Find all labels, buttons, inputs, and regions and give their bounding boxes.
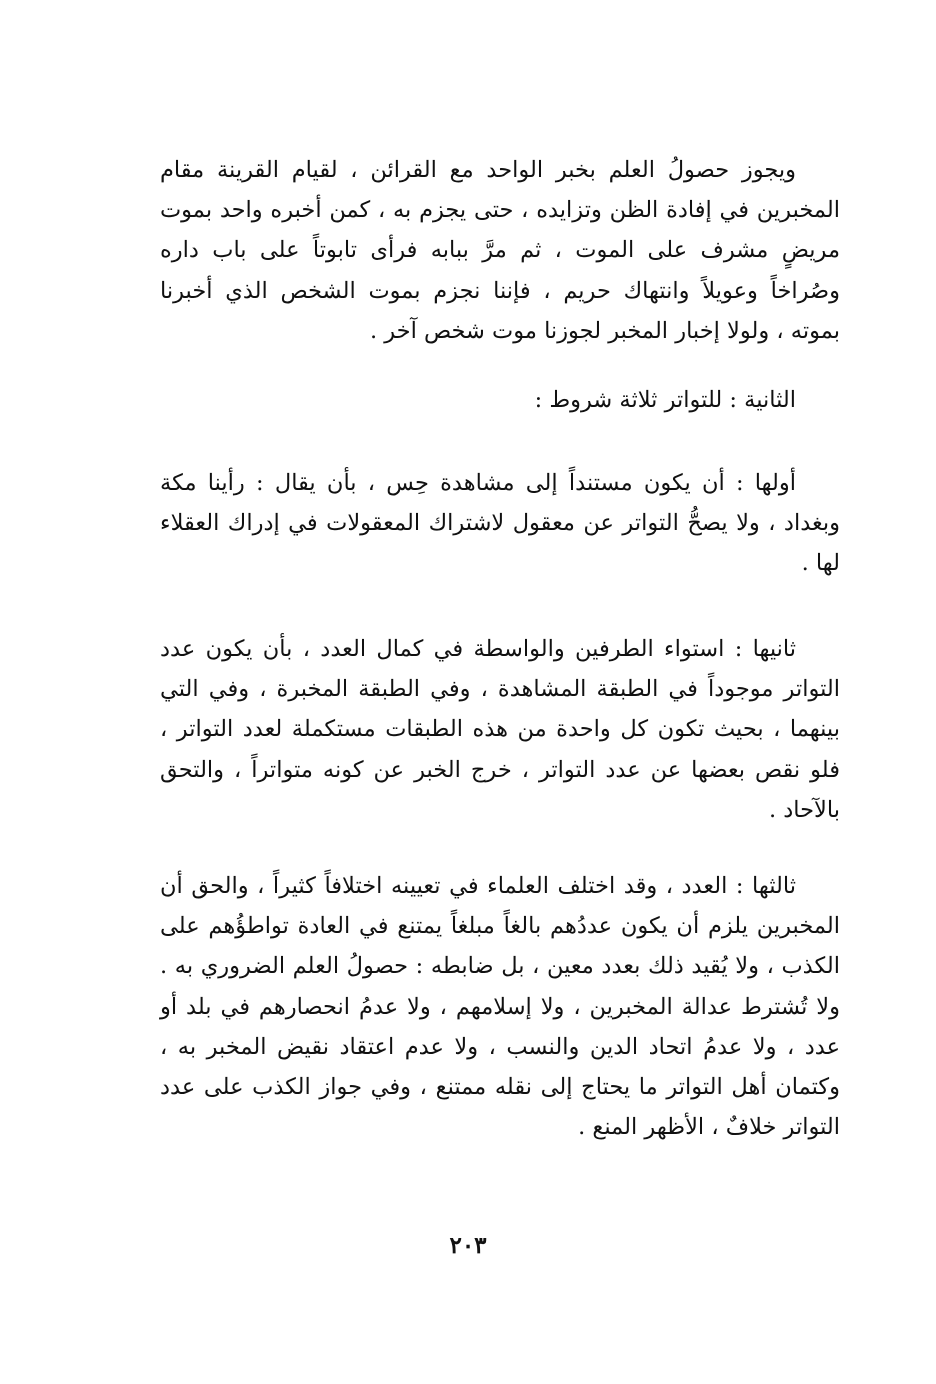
page-number: ٢٠٣ xyxy=(449,1232,487,1259)
paragraph-condition-second xyxy=(160,629,840,830)
paragraph-evidence-context xyxy=(160,150,840,351)
heading-text: الثانية : للتواتر ثلاثة شروط : xyxy=(534,387,796,413)
paragraph-text: ثانيها : استواء الطرفين والواسطة في كمال العدد ، بأن يكون عدد التواتر موجوداً في الطبقة المشاهدة ، وفي الطبقة المخبرة ، وفي التي بينهما ، بحيث تكون كل واحدة من هذه الطبقات مستكملة لعدد التواتر ، فلو نقص بعضها عن عدد التواتر ، خرج الخبر عن كونه متواتراً ، والتحق بالآحاد . xyxy=(160,636,840,823)
paragraph-condition-third xyxy=(160,866,840,1147)
section-heading-second xyxy=(160,380,840,420)
paragraph-text: ويجوز حصولُ العلم بخبر الواحد مع القرائن ، لقيام القرينة مقام المخبرين في إفادة الظن وتزايده ، حتى يجزم به ، كمن أخبره واحد بموت مريضٍ مشرف على الموت ، ثم مرَّ ببابه فرأى تابوتاً على باب داره وصُراخاً وعويلاً وانتهاك حريم ، فإننا نجزم بموت الشخص الذي أخبرنا بموته ، ولولا إخبار المخبر لجوزنا موت شخص آخر . xyxy=(160,157,840,344)
paragraph-text: ثالثها : العدد ، وقد اختلف العلماء في تعيينه اختلافاً كثيراً ، والحق أن المخبرين يلزم أن يكون عددُهم بالغاً مبلغاً يمتنع في العادة تواطؤُهم على الكذب ، ولا يُقيد ذلك بعدد معين ، بل ضابطه : حصولُ العلم الضروري به . ولا تُشترط عدالة المخبرين ، ولا إسلامهم ، ولا عدمُ انحصارهم في بلد أو عدد ، ولا عدمُ اتحاد الدين والنسب ، ولا عدم اعتقاد نقيض المخبر به ، وكتمان أهل التواتر ما يحتاج إلى نقله ممتنع ، وفي جواز الكذب على عدد التواتر خلافٌ ، الأظهر المنع . xyxy=(160,873,840,1141)
paragraph-condition-first xyxy=(160,463,840,584)
paragraph-text: أولها : أن يكون مستنداً إلى مشاهدة حِس ، بأن يقال : رأينا مكة وبغداد ، ولا يصحُّ التواتر عن معقول لاشتراك المعقولات في إدراك العقلاء لها . xyxy=(160,470,840,577)
